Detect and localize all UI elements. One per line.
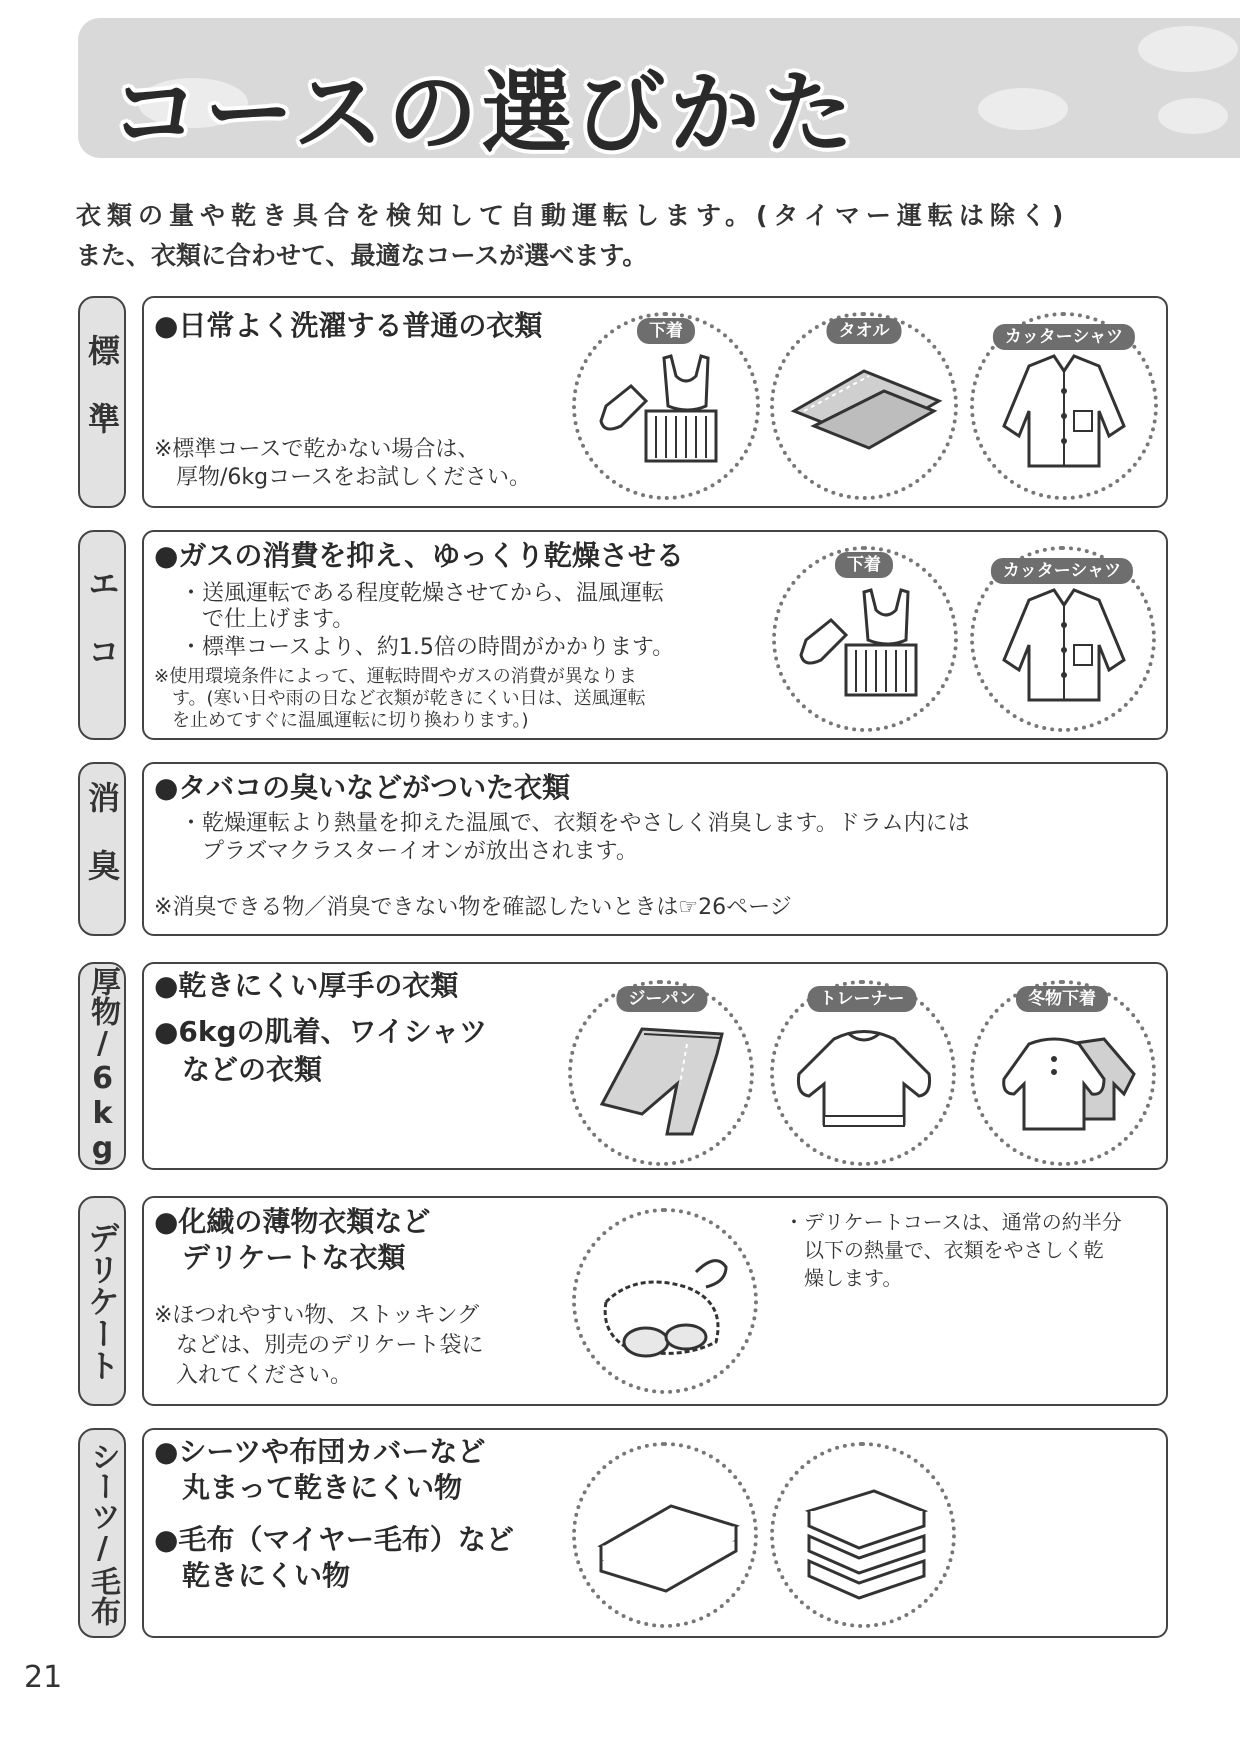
tab-heavy-6kg [78,962,126,1170]
image-label: ジーパン [616,986,707,1012]
intro-line-2: また、衣類に合わせて、最適なコースが選べます。 [76,241,648,270]
note-line: 厚物/6kgコースをお試しください。 [154,465,532,490]
lingerie-icon [576,1212,756,1392]
image-label: カッターシャツ [991,558,1133,584]
course-heading: ●乾きにくい厚手の衣類 [154,969,459,1002]
image-label: 下着 [835,552,893,578]
tab-eco [78,530,126,740]
bullet-line: プラズマクラスターイオンが放出されます。 [180,839,638,864]
note-line: 入れてください。 [154,1363,353,1388]
course-heading: ●化繊の薄物衣類など [154,1205,431,1238]
course-eco [142,530,1168,740]
note-line: を止めてすぐに温風運転に切り換わります。) [154,710,529,731]
image-label: 冬物下着 [1016,986,1108,1012]
cloud-decoration [1138,26,1238,72]
note-line: ※標準コースで乾かない場合は、 [154,437,480,462]
course-heading: 乾きにくい物 [154,1559,351,1592]
tab-label: 消臭 [83,781,121,917]
image-label: トレーナー [808,986,917,1012]
page-title: コースの選びかた [110,61,858,166]
course-heading: ●シーツや布団カバーなど [154,1435,486,1468]
note-line: ※消臭できる物／消臭できない物を確認したいときは☞26ページ [154,895,792,920]
tab-label: デリケート [83,1221,121,1381]
tab-label: 厚物/6kg [85,966,120,1166]
side-note-line: ・デリケートコースは、通常の約半分 [784,1210,1122,1234]
folded-sheet-icon [576,1446,756,1626]
course-standard [142,296,1168,508]
bullet-line: ・標準コースより、約1.5倍の時間がかかります。 [180,635,675,660]
image-circle [572,1442,758,1628]
tab-label: 標準 [83,334,121,470]
course-deodorize [142,762,1168,936]
course-heading: ●毛布（マイヤー毛布）など [154,1523,514,1556]
course-heavy-6kg [142,962,1168,1170]
course-heading: などの衣類 [154,1053,323,1086]
page-number: 21 [24,1660,63,1695]
course-sheets-blanket [142,1428,1168,1638]
note-line: などは、別売のデリケート袋に [154,1333,484,1358]
bullet-line: ・送風運転である程度乾燥させてから、温風運転 [180,581,665,606]
image-label: タオル [827,318,902,344]
course-delicate [142,1196,1168,1406]
course-heading: デリケートな衣類 [154,1241,406,1274]
folded-blanket-icon [774,1446,954,1626]
intro-line-1: 衣類の量や乾き具合を検知して自動運転します。(タイマー運転は除く) [76,201,1070,230]
image-circle [572,1208,758,1394]
tab-label: シーツ/毛布 [85,1440,120,1626]
side-note-line: 以下の熱量で、衣類をやさしく乾 [784,1238,1104,1262]
tab-delicate [78,1196,126,1406]
course-heading: ●日常よく洗濯する普通の衣類 [154,309,543,342]
cloud-decoration [978,88,1068,130]
course-heading: ●6kgの肌着、ワイシャツ [154,1015,488,1048]
tab-sheets-blanket [78,1428,126,1638]
note-line: ※使用環境条件によって、運転時間やガスの消費が異なりま [154,666,637,687]
course-heading: ●ガスの消費を抑え、ゆっくり乾燥させる [154,539,684,572]
side-note-line: 燥します。 [784,1266,903,1290]
note-line: ※ほつれやすい物、ストッキング [154,1303,480,1328]
bullet-line: で仕上げます。 [180,607,355,632]
tab-label: エコ [83,567,121,703]
tab-standard [78,296,126,508]
tab-deodorize [78,762,126,936]
image-label: カッターシャツ [993,324,1135,350]
note-line: す。(寒い日や雨の日など衣類が乾きにくい日は、送風運転 [154,688,646,709]
intro-text [76,196,1069,276]
image-label: 下着 [637,318,695,344]
course-heading: 丸まって乾きにくい物 [154,1471,463,1504]
course-heading: ●タバコの臭いなどがついた衣類 [154,771,571,804]
cloud-decoration [1158,98,1228,134]
image-circle [770,1442,956,1628]
bullet-line: ・乾燥運転より熱量を抑えた温風で、衣類をやさしく消臭します。ドラム内には [180,811,970,836]
